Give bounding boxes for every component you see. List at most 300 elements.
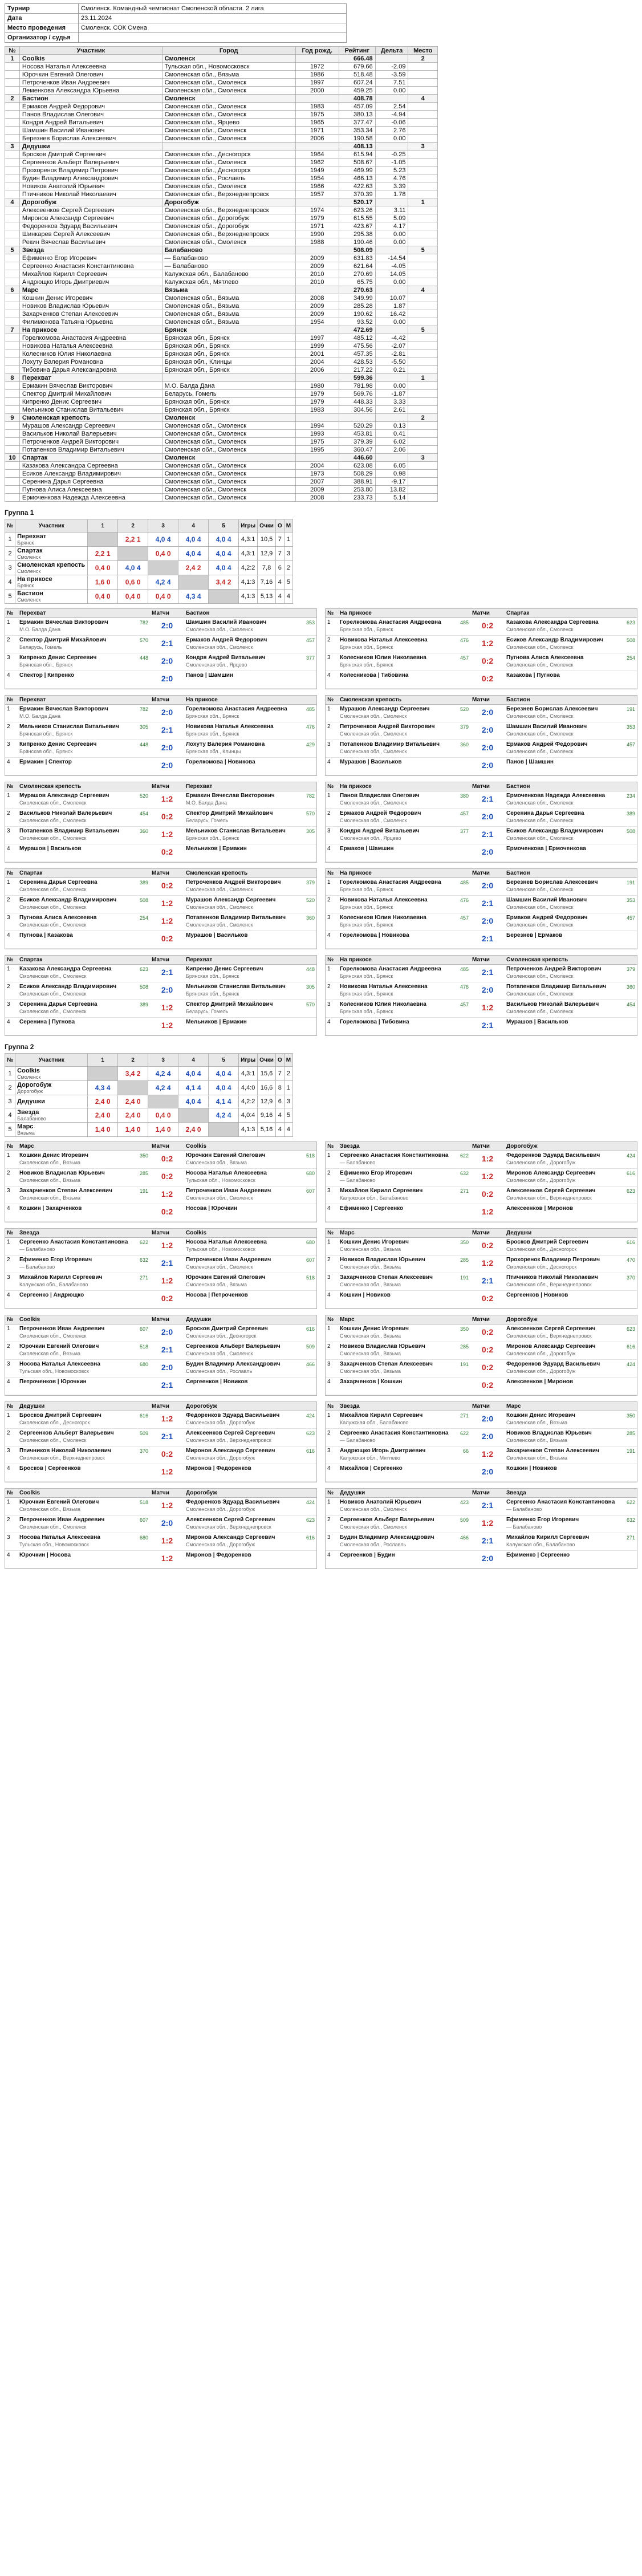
player-name: Панов Владислав Олегович — [19, 111, 162, 119]
player-delta: -14.54 — [375, 254, 408, 262]
match-header — [5, 1489, 316, 1498]
board-right-region: М.О. Балда Дана — [186, 800, 227, 806]
board-left-player — [18, 1169, 150, 1186]
board-left-player — [338, 896, 470, 913]
player-row — [5, 270, 438, 278]
board-left-region: Смоленская обл., Вязьма — [340, 1368, 401, 1374]
group-result-cell: 4,1 4 — [209, 1095, 239, 1108]
board-left-player — [18, 982, 150, 999]
match-score-header: Матчи — [152, 957, 169, 963]
group-result-cell: 2,4 2 — [178, 561, 209, 575]
player-rating: 295.38 — [339, 230, 375, 238]
match-no-header: № — [7, 1403, 14, 1409]
group-result-cell — [209, 590, 239, 604]
match-header — [5, 609, 316, 618]
player-place — [408, 406, 438, 414]
player-no — [5, 422, 20, 430]
group-row — [5, 1095, 293, 1108]
player-name: Захарченков Степан Алексеевич — [19, 310, 162, 318]
board-right-player — [505, 896, 637, 913]
board-left-rating: 508 — [139, 984, 148, 990]
board-score: 2:1 — [161, 968, 173, 977]
player-place — [408, 270, 438, 278]
board-left-region: Смоленская обл., Смоленск — [340, 1506, 407, 1512]
player-row — [5, 486, 438, 494]
player-name: Тибовина Дарья Александровна — [19, 366, 162, 374]
board-left-name: Сергеенко Анастасия Константиновна — [19, 1239, 128, 1245]
board-right-player — [505, 913, 637, 931]
board-left-player — [338, 1533, 470, 1550]
match-board — [5, 653, 316, 671]
board-no: 3 — [7, 915, 10, 921]
board-right-player — [184, 1464, 316, 1481]
match-score-header: Матчи — [472, 1143, 490, 1149]
board-right-player — [184, 1169, 316, 1186]
match-board — [5, 1151, 316, 1169]
player-rating: 459.25 — [339, 87, 375, 95]
match-board — [5, 982, 316, 1000]
board-left-name: Горелкомова | Новикова — [340, 932, 409, 938]
match-no-header: № — [7, 957, 14, 963]
team-rating: 408.13 — [339, 143, 375, 151]
board-left-region: Смоленская обл., Вязьма — [340, 1351, 401, 1356]
player-row — [5, 206, 438, 214]
board-left-rating: 485 — [460, 966, 469, 972]
board-right-rating: 623 — [626, 1188, 635, 1194]
group-row-no: 4 — [5, 1108, 15, 1123]
match-right-team: Дедушки — [186, 1317, 212, 1323]
board-score: 2:1 — [481, 1536, 494, 1545]
player-no — [5, 254, 20, 262]
board-right-player — [505, 1498, 637, 1515]
group-place: 4 — [284, 590, 292, 604]
match-no-header: № — [7, 697, 14, 703]
match-board — [326, 1000, 637, 1018]
board-left-player — [18, 1204, 150, 1221]
player-delta: -9.17 — [375, 478, 408, 486]
board-left-player — [18, 1000, 150, 1017]
board-right-region: Брянская обл., Клинцы — [186, 749, 241, 754]
board-left-player — [18, 931, 150, 948]
match-card — [325, 782, 637, 863]
board-right-player — [505, 1187, 637, 1204]
board-score: 2:0 — [161, 743, 173, 752]
board-right-region: Смоленская обл., Смоленск — [506, 835, 574, 841]
board-left-player — [18, 913, 150, 931]
group-column-header: 1 — [88, 1054, 118, 1067]
match-right-team: Спартак — [506, 610, 530, 616]
board-no: 4 — [327, 846, 331, 852]
match-board — [5, 1464, 316, 1482]
board-score: 1:2 — [161, 1536, 173, 1545]
board-right-region: Смоленская обл., Смоленск — [186, 1195, 253, 1201]
board-no: 3 — [7, 1001, 10, 1007]
board-left-region: Смоленская обл., Вязьма — [19, 1160, 81, 1165]
board-right-name: Носова | Юрочкин — [186, 1205, 238, 1212]
group-team-city: Смоленск — [17, 1074, 41, 1080]
player-rating: 93.52 — [339, 318, 375, 326]
board-left-name: Ефименко | Сергеенко — [340, 1205, 404, 1212]
player-no — [5, 382, 20, 390]
player-city: Смоленская обл., Десногорск — [162, 166, 295, 174]
board-left-player — [18, 1018, 150, 1035]
player-city: Смоленская обл., Дорогобуж — [162, 222, 295, 230]
team-place: 1 — [408, 374, 438, 382]
player-rating: 518.48 — [339, 71, 375, 79]
board-left-name: Кошкин | Захарченков — [19, 1205, 82, 1212]
player-place — [408, 430, 438, 438]
player-place — [408, 222, 438, 230]
board-no: 4 — [327, 1552, 331, 1558]
player-year: 1994 — [295, 422, 339, 430]
player-place — [408, 422, 438, 430]
player-year: 1983 — [295, 103, 339, 111]
match-no-header: № — [327, 1403, 334, 1409]
board-score: 0:2 — [161, 812, 173, 821]
board-right-name: Пугнова Алиса Алексеевна — [506, 655, 584, 661]
player-year: 1975 — [295, 438, 339, 446]
board-left-name: Горелкомова | Тибовина — [340, 1019, 409, 1025]
board-right-player — [184, 896, 316, 913]
board-right-player — [184, 1447, 316, 1464]
team-no: 8 — [5, 374, 20, 382]
board-left-region: Смоленская обл., Вязьма — [19, 1351, 81, 1356]
team-name: На прикосе — [19, 326, 162, 334]
player-place — [408, 462, 438, 470]
player-place — [408, 350, 438, 358]
board-left-player — [18, 636, 150, 653]
group-column-header: 3 — [148, 519, 178, 533]
board-no: 2 — [7, 637, 10, 643]
board-left-name: Петроченков Иван Андреевич — [19, 1326, 105, 1332]
group-result-cell: 2,4 0 — [118, 1095, 148, 1108]
board-left-region: — Балабаново — [340, 1160, 376, 1165]
board-score: 1:2 — [161, 1276, 173, 1285]
board-left-region: Смоленская обл., Вязьма — [19, 1195, 81, 1201]
player-name: Федоренков Эдуард Васильевич — [19, 222, 162, 230]
board-right-region: Смоленская обл., Вязьма — [506, 1420, 568, 1425]
board-right-region: Смоленская обл., Смоленск — [506, 887, 574, 892]
board-score: 0:2 — [161, 1294, 173, 1303]
match-board — [326, 1291, 637, 1309]
group-result-cell: 0,4 0 — [148, 547, 178, 561]
player-row — [5, 430, 438, 438]
board-right-region: Смоленская обл., Смоленск — [506, 800, 574, 806]
board-left-rating: 271 — [460, 1188, 469, 1194]
group-points: 9,16 — [258, 1108, 276, 1123]
board-right-region: Смоленская обл., Ярцево — [186, 662, 247, 668]
board-left-region: Смоленская обл., Верхнеднепровск — [19, 1455, 105, 1461]
board-right-region: Смоленская обл., Десногорск — [506, 1264, 577, 1270]
board-left-name: Мельников Станислав Витальевич — [19, 724, 119, 730]
board-right-name: Васильков Николай Валерьевич — [506, 1001, 599, 1007]
board-no: 4 — [327, 1019, 331, 1025]
player-row — [5, 398, 438, 406]
match-card — [5, 1401, 317, 1482]
board-left-player — [18, 1238, 150, 1255]
board-left-rating: 448 — [139, 655, 148, 661]
group-column-header: О — [275, 519, 284, 533]
board-left-name: Михайлов Кирилл Сергеевич — [340, 1188, 423, 1194]
team-city: Смоленск — [162, 55, 295, 63]
match-header — [326, 869, 637, 878]
board-score: 2:1 — [481, 899, 494, 908]
player-city: Смоленская обл., Смоленск — [162, 79, 295, 87]
match-board — [326, 1429, 637, 1447]
group-points: 5,16 — [258, 1123, 276, 1137]
group-team-city: Брянск — [17, 540, 34, 546]
board-score: 2:1 — [481, 794, 494, 803]
group-result-cell: 2,4 0 — [178, 1123, 209, 1137]
group-team — [15, 561, 88, 575]
match-header — [326, 1142, 637, 1151]
match-board — [326, 1151, 637, 1169]
match-right-team: Бастион — [506, 783, 530, 790]
board-left-region: Смоленская обл., Вязьма — [340, 1264, 401, 1270]
board-right-name: Ермаков Андрей Федорович — [506, 915, 588, 921]
board-no: 2 — [327, 1257, 331, 1263]
board-no: 1 — [327, 1326, 331, 1332]
match-left-team: Марс — [340, 1317, 355, 1323]
player-rating: 475.56 — [339, 342, 375, 350]
player-name: Васильков Николай Валерьевич — [19, 430, 162, 438]
match-no-header: № — [327, 957, 334, 963]
board-right-player — [505, 1169, 637, 1186]
player-name: Серенина Дарья Сергеевна — [19, 478, 162, 486]
team-row — [5, 326, 438, 334]
board-left-player — [18, 1151, 150, 1168]
board-score: 2:0 — [161, 621, 173, 630]
board-right-player — [505, 844, 637, 862]
board-left-region: Смоленская обл., Десногорск — [19, 1420, 90, 1425]
board-right-rating: 379 — [626, 966, 635, 972]
match-left-team: Смоленская крепость — [19, 783, 82, 790]
player-place — [408, 127, 438, 135]
board-right-name: Панов | Шамшин — [506, 759, 554, 765]
board-right-rating: 623 — [626, 620, 635, 625]
match-right-team: Дорогобуж — [186, 1403, 217, 1409]
match-score-header: Матчи — [152, 1143, 169, 1149]
player-rating: 379.39 — [339, 438, 375, 446]
player-delta: 3.33 — [375, 398, 408, 406]
player-delta: -5.50 — [375, 358, 408, 366]
board-right-name: Прохоренок Владимир Петрович — [506, 1257, 600, 1263]
team-rating: 408.78 — [339, 95, 375, 103]
player-row — [5, 470, 438, 478]
player-year: 2009 — [295, 302, 339, 310]
board-right-rating: 466 — [306, 1362, 315, 1367]
board-score: 0:2 — [481, 1363, 494, 1372]
player-year: 1990 — [295, 230, 339, 238]
player-rating: 253.80 — [339, 486, 375, 494]
board-left-player — [18, 1360, 150, 1377]
match-board — [326, 1360, 637, 1378]
board-left-region: Смоленская обл., Вязьма — [19, 1177, 81, 1183]
board-left-region: Тульская обл., Новомосковск — [19, 1542, 89, 1547]
board-left-region: Смоленская обл., Смоленск — [340, 731, 407, 737]
player-name: Петроченков Андрей Викторович — [19, 438, 162, 446]
board-left-rating: 360 — [460, 742, 469, 747]
player-no — [5, 462, 20, 470]
board-right-name: Михайлов Кирилл Сергеевич — [506, 1534, 590, 1541]
board-no: 1 — [7, 793, 10, 799]
team-row — [5, 414, 438, 422]
board-left-name: Потапенков Владимир Витальевич — [19, 828, 120, 834]
board-left-player — [338, 1169, 470, 1186]
board-right-region: Тульская обл., Новомосковск — [186, 1246, 255, 1252]
board-left-player — [18, 1411, 150, 1428]
player-delta: 2.76 — [375, 127, 408, 135]
board-score: 1:2 — [161, 899, 173, 908]
board-no: 4 — [327, 1465, 331, 1472]
board-right-player — [184, 618, 316, 635]
group-result-cell: 2,2 1 — [118, 533, 148, 547]
board-right-region: Смоленская обл., Смоленск — [506, 713, 574, 719]
board-right-rating: 457 — [306, 637, 315, 643]
player-city: Смоленская обл., Смоленск — [162, 430, 295, 438]
player-name: Юрочкин Евгений Олегович — [19, 71, 162, 79]
info-value — [79, 33, 347, 43]
board-right-region: Смоленская обл., Верхнеднепровск — [506, 1195, 592, 1201]
board-right-region: Беларусь, Гомель — [186, 1009, 229, 1014]
team-year — [295, 55, 339, 63]
board-left-player — [18, 1342, 150, 1359]
board-right-name: Носова Наталья Алексеевна — [186, 1170, 267, 1176]
board-no: 1 — [327, 966, 331, 972]
player-no — [5, 79, 20, 87]
board-left-rating: 271 — [460, 1413, 469, 1419]
board-right-rating: 632 — [626, 1517, 635, 1523]
board-right-player — [184, 791, 316, 808]
team-name: Звезда — [19, 246, 162, 254]
board-right-name: Панов | Шамшин — [186, 672, 233, 678]
board-score: 0:2 — [481, 1327, 494, 1336]
board-right-region: Смоленская обл., Смоленск — [506, 922, 574, 928]
player-row — [5, 166, 438, 174]
board-left-region: — Балабаново — [19, 1246, 55, 1252]
board-right-rating: 616 — [306, 1535, 315, 1541]
team-place: 3 — [408, 143, 438, 151]
board-left-rating: 379 — [460, 724, 469, 730]
board-right-rating: 623 — [306, 1517, 315, 1523]
board-right-name: Федоренков Эдуард Васильевич — [186, 1412, 280, 1419]
group-result-cell: 4,0 4 — [178, 547, 209, 561]
board-left-name: Серенина | Пугнова — [19, 1019, 75, 1025]
group-team — [15, 1095, 88, 1108]
player-row — [5, 254, 438, 262]
board-left-region: Калужская обл., Балабаново — [340, 1420, 409, 1425]
group-column-header: Игры — [239, 1054, 258, 1067]
board-no: 2 — [7, 1517, 10, 1523]
player-place — [408, 254, 438, 262]
board-no: 4 — [7, 1019, 10, 1025]
board-left-rating: 377 — [460, 828, 469, 834]
board-left-region: Смоленская обл., Смоленск — [340, 1524, 407, 1530]
match-header — [5, 1315, 316, 1324]
board-score: 0:2 — [481, 1380, 494, 1389]
match-score-header: Матчи — [152, 1490, 169, 1496]
match-score-header: Матчи — [152, 610, 169, 616]
team-no: 9 — [5, 414, 20, 422]
group-o: 7 — [275, 1067, 284, 1081]
board-right-name: Ермоченкова Надежда Алексеевна — [506, 793, 606, 799]
player-delta: 0.21 — [375, 366, 408, 374]
player-row — [5, 135, 438, 143]
group-result-cell: 1,4 0 — [118, 1123, 148, 1137]
team-year — [295, 198, 339, 206]
player-row — [5, 79, 438, 87]
board-left-rating: 632 — [139, 1257, 148, 1263]
player-row — [5, 382, 438, 390]
board-left-name: Есиков Александр Владимирович — [19, 984, 117, 990]
team-name: Перехват — [19, 374, 162, 382]
player-name: Мурашов Александр Сергеевич — [19, 422, 162, 430]
group-column-header: 2 — [118, 519, 148, 533]
group-row-no: 4 — [5, 575, 15, 590]
player-row — [5, 103, 438, 111]
player-row — [5, 230, 438, 238]
match-right-team: Марс — [506, 1403, 521, 1409]
player-row — [5, 87, 438, 95]
group-team-name: Дорогобуж — [17, 1082, 52, 1088]
match-left-team: На прикосе — [340, 870, 372, 876]
board-right-region: Смоленская обл., Дорогобуж — [186, 1506, 255, 1512]
board-right-player — [505, 982, 637, 999]
team-city: Вязьма — [162, 286, 295, 294]
team-rating: 520.17 — [339, 198, 375, 206]
group-o: 4 — [275, 1108, 284, 1123]
player-no — [5, 135, 20, 143]
match-header — [326, 1402, 637, 1411]
board-left-player — [338, 1204, 470, 1221]
board-right-player — [184, 1204, 316, 1221]
board-right-rating: 254 — [626, 655, 635, 661]
match-left-team: Спартак — [19, 870, 43, 876]
board-left-rating: 360 — [139, 828, 148, 834]
board-left-region: Смоленская обл., Смоленск — [19, 922, 87, 928]
player-row — [5, 127, 438, 135]
board-left-player — [338, 1447, 470, 1464]
board-left-player — [338, 791, 470, 808]
match-board — [326, 965, 637, 982]
match-board — [5, 1238, 316, 1256]
player-rating: 353.34 — [339, 127, 375, 135]
board-score: 1:2 — [161, 1189, 173, 1198]
board-right-rating: 457 — [626, 915, 635, 921]
match-board — [5, 896, 316, 913]
player-year: 2009 — [295, 310, 339, 318]
player-city: Смоленская обл., Смоленск — [162, 446, 295, 454]
board-right-name: Носова Наталья Алексеевна — [186, 1239, 267, 1245]
board-left-region: Брянская обл., Брянск — [340, 904, 393, 910]
team-no: 2 — [5, 95, 20, 103]
player-delta: 2.54 — [375, 103, 408, 111]
player-row — [5, 366, 438, 374]
info-key: Организатор / судья — [5, 33, 79, 43]
match-no-header: № — [327, 1143, 334, 1149]
match-board — [326, 671, 637, 689]
match-left-team: На прикосе — [340, 783, 372, 790]
board-right-player — [184, 705, 316, 722]
team-row — [5, 95, 438, 103]
team-name: Спартак — [19, 454, 162, 462]
player-place — [408, 159, 438, 166]
team-city: Балабаново — [162, 246, 295, 254]
board-score: 0:2 — [481, 1294, 494, 1303]
team-delta — [375, 246, 408, 254]
group-result-cell: 4,0 4 — [209, 533, 239, 547]
board-right-player — [184, 1273, 316, 1290]
